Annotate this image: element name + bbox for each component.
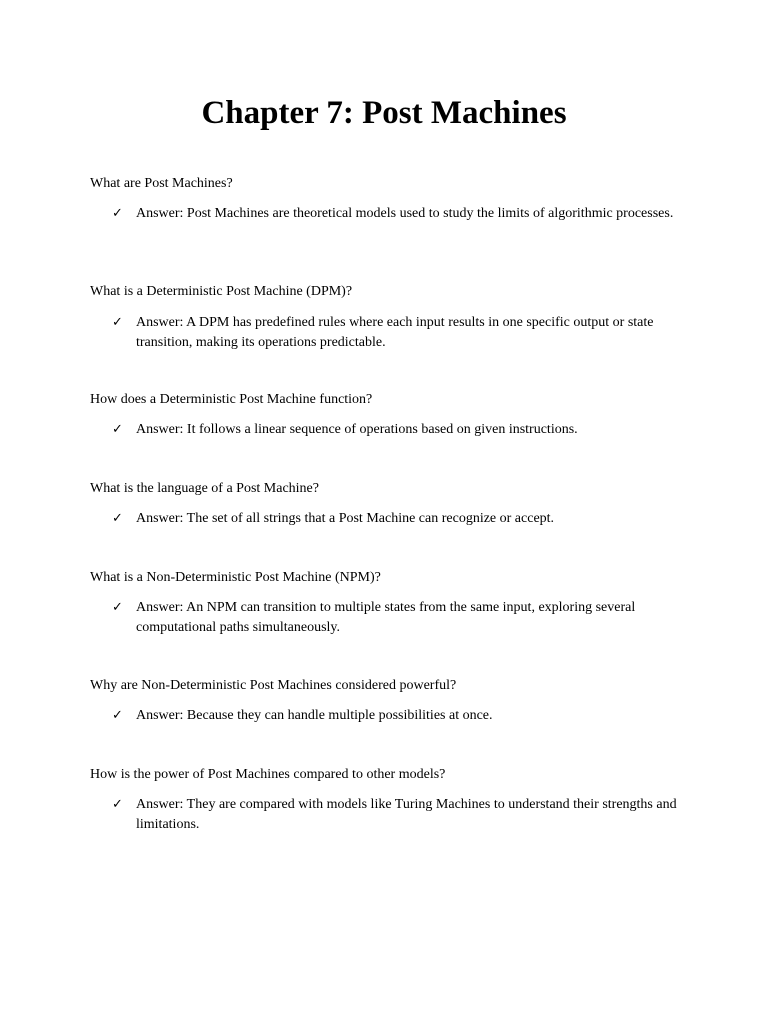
question-1: What are Post Machines? — [90, 176, 233, 191]
page-title: Chapter 7: Post Machines — [201, 95, 567, 131]
answer-5: Answer: An NPM can transition to multiple states from the same input, exploring several computational paths simultaneously. — [136, 600, 636, 635]
checkmark-icon: ✓ — [112, 797, 123, 812]
checkmark-icon: ✓ — [112, 511, 123, 526]
answer-6: Answer: Because they can handle multiple possibilities at once. — [136, 708, 493, 723]
question-7: How is the power of Post Machines compared to other models? — [90, 767, 446, 782]
checkmark-icon: ✓ — [112, 206, 123, 221]
question-2: What is a Deterministic Post Machine (DPM)? — [90, 284, 353, 299]
answer-2: Answer: A DPM has predefined rules where each input results in one specific output or state transition, making its operations predictable. — [136, 315, 654, 350]
checkmark-icon: ✓ — [112, 708, 123, 723]
question-6: Why are Non-Deterministic Post Machines considered powerful? — [90, 678, 457, 693]
answer-4: Answer: The set of all strings that a Post Machine can recognize or accept. — [136, 511, 555, 526]
question-5: What is a Non-Deterministic Post Machine (NPM)? — [90, 570, 381, 585]
answer-7: Answer: They are compared with models like Turing Machines to understand their strengths and limitations. — [136, 797, 677, 832]
checkmark-icon: ✓ — [112, 315, 123, 330]
checkmark-icon: ✓ — [112, 600, 123, 615]
answer-3: Answer: It follows a linear sequence of operations based on given instructions. — [136, 422, 578, 437]
question-3: How does a Deterministic Post Machine function? — [90, 392, 373, 407]
question-4: What is the language of a Post Machine? — [90, 481, 319, 496]
answer-1: Answer: Post Machines are theoretical models used to study the limits of algorithmic processes. — [136, 206, 674, 221]
checkmark-icon: ✓ — [112, 422, 123, 437]
